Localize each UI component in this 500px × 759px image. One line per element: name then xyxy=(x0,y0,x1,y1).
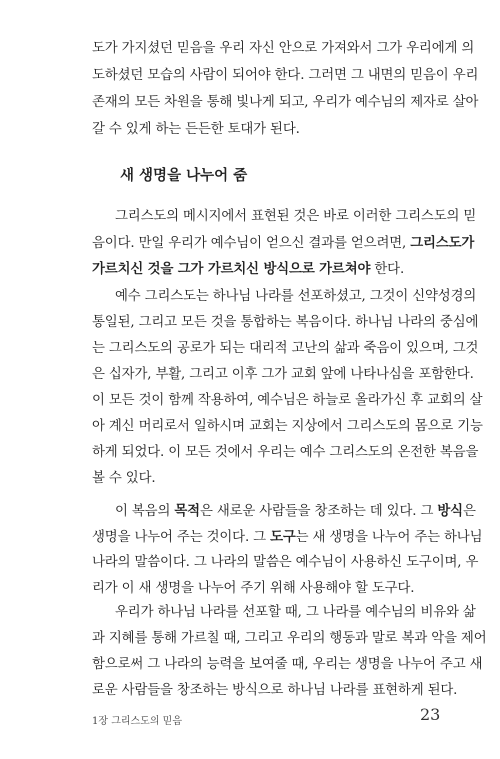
paragraph-line: 그리스도의 메시지에서 표현된 것은 바로 이러한 그리스도의 믿 xyxy=(115,209,477,224)
paragraph-line: 예수 그리스도는 하나님 나라를 선포하셨고, 그것이 신약성경의 xyxy=(115,289,477,304)
paragraph-line: 이 모든 것이 함께 작용하여, 예수님은 하늘로 올라가신 후 교회의 살 xyxy=(92,393,483,408)
paragraph-line: 나라의 말씀이다. 그 나라의 말씀은 예수님이 사용하신 도구이며, 우 xyxy=(92,555,479,570)
paragraph-line: 생명을 나누어 주는 것이다. 그 도구는 새 생명을 나누어 주는 하나님 xyxy=(92,529,483,545)
paragraph-line: 로운 사람들을 창조하는 방식으로 하나님 나라를 표현하게 된다. xyxy=(92,683,458,698)
paragraph-line: 음이다. 만일 우리가 예수님이 얻으신 결과를 얻으려면, 그리스도가 xyxy=(92,235,475,251)
paragraph-line: 과 지혜를 통해 가르칠 때, 그리고 우리의 행동과 말로 복과 악을 제어 xyxy=(92,631,487,646)
paragraph-line: 리가 이 새 생명을 나누어 주기 위해 사용해야 할 도구다. xyxy=(92,581,415,596)
emphasis-text: 그리스도가 xyxy=(410,235,475,251)
paragraph-line: 우리가 하나님 나라를 선포할 때, 그 나라를 예수님의 비유와 삶 xyxy=(115,605,476,620)
emphasis-text: 도구 xyxy=(270,529,296,545)
emphasis-text: 가르치신 것을 그가 가르치신 방식으로 가르쳐야 xyxy=(92,261,371,277)
paragraph-line: 이 복음의 목적은 새로운 사람들을 창조하는 데 있다. 그 방식은 xyxy=(115,503,476,519)
intro-line: 도가 가지셨던 믿음을 우리 자신 안으로 가져와서 그가 우리에게 의 xyxy=(92,41,475,56)
chapter-footer: 1장 그리스도의 믿음 xyxy=(92,716,182,727)
intro-line: 존재의 모든 차원을 통해 빛나게 되고, 우리가 예수님의 제자로 살아 xyxy=(92,95,479,110)
section-heading: 새 생명을 나누어 줌 xyxy=(120,167,248,184)
emphasis-text: 목적 xyxy=(174,503,200,519)
intro-line: 도하셨던 모습의 사람이 되어야 한다. 그러면 그 내면의 믿음이 우리 xyxy=(92,68,479,83)
paragraph-line: 아 계신 머리로서 일하시며 교회는 지상에서 그리스도의 몸으로 기능 xyxy=(92,419,483,434)
paragraph-line: 볼 수 있다. xyxy=(92,471,156,486)
intro-line: 갈 수 있게 하는 든든한 토대가 된다. xyxy=(92,122,300,137)
emphasis-text: 방식 xyxy=(437,503,463,519)
page-number: 23 xyxy=(420,705,441,724)
paragraph-line: 가르치신 것을 그가 가르치신 방식으로 가르쳐야 한다. xyxy=(92,261,405,277)
paragraph-line: 는 그리스도의 공로가 되는 대리적 고난의 삶과 죽음이 있으며, 그것 xyxy=(92,341,479,356)
paragraph-line: 은 십자가, 부활, 그리고 이후 그가 교회 앞에 나타나심을 포함한다. xyxy=(92,367,474,382)
paragraph-line: 하게 되었다. 이 모든 것에서 우리는 예수 그리스도의 온전한 복음을 xyxy=(92,445,479,460)
paragraph-line: 통일된, 그리고 모든 것을 통합하는 복음이다. 하나님 나라의 중심에 xyxy=(92,315,479,330)
paragraph-line: 함으로써 그 나라의 능력을 보여줄 때, 우리는 생명을 나누어 주고 새 xyxy=(92,657,483,672)
